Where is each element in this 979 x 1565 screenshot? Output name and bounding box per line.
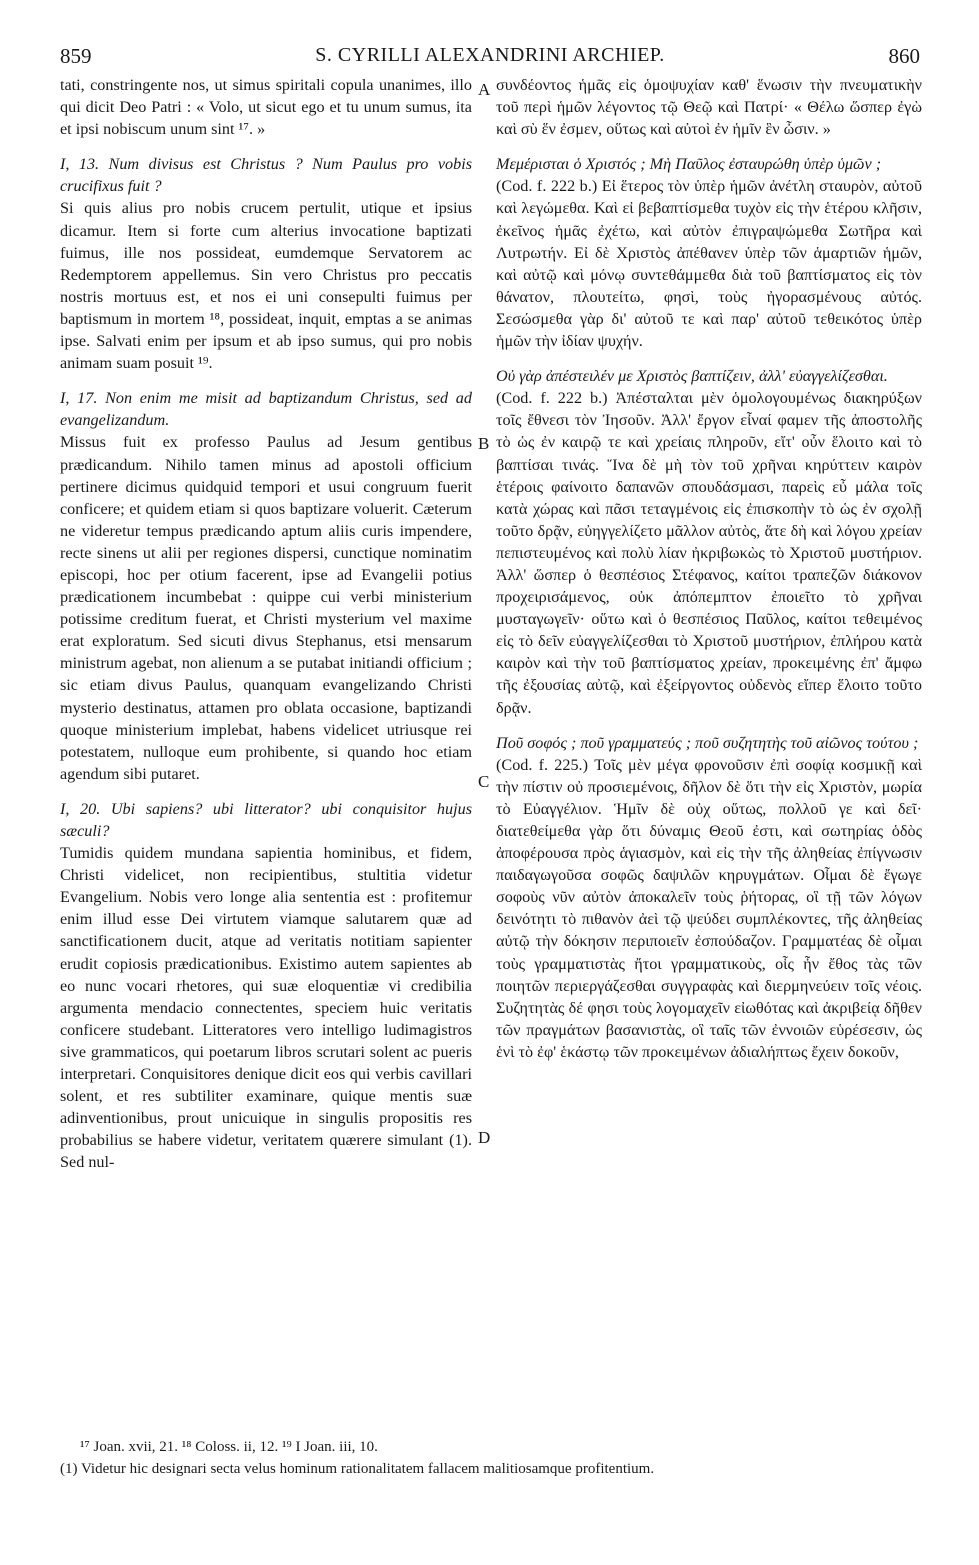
running-title: S. CYRILLI ALEXANDRINI ARCHIEP. bbox=[315, 44, 665, 66]
latin-lemma: I, 20. Ubi sapiens? ubi litterator? ubi conquisitor hujus sæculi? bbox=[60, 799, 472, 840]
greek-paragraph: συνδέοντος ἡμᾶς εἰς ὁμοψυχίαν καθ' ἕνωσιν τὴν πνευματικὴν τοῦ περὶ ἡμῶν λέγοντος τῷ Θεῷ καὶ Πατρί· « Θέλω ὥσπερ ἐγὼ καὶ σὺ ἕν ἐσμεν, οὕτως καὶ αὐτοὶ ἐν ἡμῖν ἓν ὦσιν. » bbox=[496, 76, 922, 139]
greek-lemma: Οὐ γὰρ ἀπέστειλέν με Χριστὸς βαπτίζειν, ἀλλ' εὐαγγελίζεσθαι. bbox=[496, 367, 888, 386]
greek-paragraph: (Cod. f. 222 b.) Εἰ ἕτερος τὸν ὑπὲρ ἡμῶν ἀνέτλη σταυρὸν, αὐτοῦ καὶ λεγώμεθα. Καὶ εἰ βεβαπτίσμεθα τυχὸν εἰς τὴν ἑτέρου κλῆσιν, ἐκεῖνος ἡμᾶς ἐχέτω, καὶ αὐτὸν ἐπιγραψώμεθα Σωτῆρα καὶ Λυτρωτήν. Εἰ δὲ Χριστὸς ἀπέθανεν ὑπὲρ τῶν ἁμαρτιῶν ἡμῶν, καὶ αὐτῷ καὶ μόνῳ συντεθάμμεθα διὰ τοῦ βαπτίσματος εἰς τὸν θάνατον, πλουτείτω, φησὶ, τοὺς ἠγορασμένους αὐτός. Σεσώσμεθα γὰρ δι' αὐτοῦ τε καὶ παρ' αὐτοῦ τεθεικότος ὑπὲρ ἡμῶν τὴν ἰδίαν ψυχήν. bbox=[496, 177, 922, 351]
latin-lemma: I, 17. Non enim me misit ad baptizandum Christus, sed ad evangelizandum. bbox=[60, 389, 472, 430]
latin-column bbox=[60, 74, 472, 1174]
greek-lemma: Μεμέρισται ὁ Χριστός ; Μὴ Παῦλος ἐσταυρώθη ὑπὲρ ὑμῶν ; bbox=[496, 155, 882, 174]
greek-lemma: Ποῦ σοφός ; ποῦ γραμματεύς ; ποῦ συζητητὴς τοῦ αἰῶνος τούτου ; bbox=[496, 733, 919, 752]
scripture-references: ¹⁷ Joan. xvii, 21. ¹⁸ Coloss. ii, 12. ¹⁹ I Joan. iii, 10. bbox=[80, 1439, 378, 1455]
latin-paragraph: Missus fuit ex professo Paulus ad Jesum gentibus prædicandum. Nihilo tamen minus ad apostoli officium pertinere dicimus quidquid tempori et usui congruum fuerit conficere; et quidem etiam si quos baptizare voluerit. Cæterum ne videretur tempus prædicando aptum aliis curis impendere, recte sinens ut alii per regiones dispersi, cunctique nominatim episcopi, hoc per otium facerent, ipse ad Evangelii potius prædicationem incumbebat : quippe cui verbi ministerium potissime creditum fuerat, et Christi mysterium vel maxime erat exploratum. Sed sicuti divus Stephanus, etsi mensarum ministrum agebat, non alienum a se putabat initiandi officium ; sic etiam divus Paulus, quanquam evangelizando Christi mysterio destinatus, attamen pro oblata occasione, baptizandi quoque ministerium implebat, habens videlicet utriusque rei potestatem, nulloque eum prohibente, si quando hoc etiam agendum sibi putaret. bbox=[60, 433, 472, 783]
latin-paragraph: tati, constringente nos, ut simus spiritali copula unanimes, illo qui dicit Deo Patri : « Volo, ut sicut ego et tu unum sumus, ita et ipsi nobiscum unum sint ¹⁷. » bbox=[60, 76, 472, 139]
page-number-right: 860 bbox=[888, 44, 920, 68]
section-marker-a: A bbox=[478, 80, 491, 99]
latin-lemma: I, 13. Num divisus est Christus ? Num Paulus pro vobis crucifixus fuit ? bbox=[60, 155, 472, 196]
latin-paragraph: Si quis alius pro nobis crucem pertulit, utique et ipsius dicamur. Item si forte cum alterius invocatione baptizati fuimus, ille nos possideat, eumdemque Servatorem ac Redemptorem appellemus. Sin vero Christus pro peccatis nostris mortuus est, et nos ei uni consepulti fuimus per baptismum in mortem ¹⁸, possideat, inquit, emptas a se animas ipse. Salvati enim per ipsum et ab ipso sumus, qui pro nobis animam suam posuit ¹⁹. bbox=[60, 199, 472, 373]
latin-paragraph: Tumidis quidem mundana sapientia hominibus, et fidem, Christi videlicet, non recipientibus, stultitia videtur Evangelium. Nobis vero longe alia sententia est : profitemur enim illud esse Dei virtutem viamque salutarem quæ ad sanctificationem ducit, atque ad veritatis notitiam sapienter erudit copiosis prædicationibus. Existimo autem sapientes ab eo nunc vocari rhetores, qui suæ eloquentiæ vi credibilia argumenta mendacio connectentes, speciem huic veritatis conficere studebant. Litteratores vero intelligo ludimagistros sive grammaticos, qui poetarum libros scrutari solent ac pueris interpretari. Conquisitores denique dicit eos qui verbis cavillari solent, et res subtiliter examinare, quique mentis suæ adinventionibus, prout unicuique in singulis propositis res probabilius se habere videtur, veritatem quærere simulant (1). Sed nul- bbox=[60, 844, 472, 1172]
section-marker-d: D bbox=[478, 1128, 491, 1147]
greek-paragraph: (Cod. f. 222 b.) Ἀπέσταλται μὲν ὁμολογουμένως διακηρύξων τοῖς ἔθνεσι τὸν Ἰησοῦν. Ἀλλ' ἔργον εἶναί φαμεν τῆς ἀποστολῆς τὸ ὡς ἐν καιρῷ τε καὶ χρείαις πληροῦν, εἴτ' οὖν ἕλοιτο καὶ τὸ βαπτίσαι τινάς. Ἵνα δὲ μὴ τὸν τοῦ χρῆναι κηρύττειν καιρὸν ἑτέροις φαίνοιτο δαπανῶν σπουδάσμασι, παρεὶς εὖ μάλα τοῖς κατὰ χώρας καὶ πᾶσι τεταγμένοις εἰς ἐπισκοπὴν τὸ ὡς ἐν σχολῇ τοῦτο δρᾷν, εὐηγγελίζετο μᾶλλον αὐτὸς, ἅτε δὴ καὶ λόγου χρείαν πεπιστευμένος καὶ πολὺ λίαν ἠκριβωκὼς τὸ Χριστοῦ μυστήριον. Ἀλλ' ὥσπερ ὁ θεσπέσιος Στέφανος, καίτοι τραπεζῶν διάκονον προχειρισάμενος, οὐκ ἀπόπεμπτον ἐποιεῖτο τὸ χρῆναι μυσταγωγεῖν· οὕτω καὶ ὁ θεσπέσιος Παῦλος, καίτοι τεθειμένος εἰς τὸ δεῖν εὐαγγελίζεσθαι τὸ Χριστοῦ μυστήριον, ἐπλήρου κατὰ καιρὸν καὶ τὴν τοῦ βαπτίσματος χρείαν, προκειμένης ἐπ' ἄμφω τῆς ἐξουσίας αὐτῷ, καὶ ἐξείργοντος οὐδενὸς εἴπερ ἕλοιτο τοῦτο δρᾷν. bbox=[496, 389, 922, 717]
greek-paragraph: (Cod. f. 225.) Τοῖς μὲν μέγα φρονοῦσιν ἐπὶ σοφίᾳ κοσμικῇ καὶ τὴν πίστιν οὐ προσιεμένοις, δῆλον δὲ ὅτι τὴν εἰς Χριστὸν, μωρία τὸ Εὐαγγέλιον. Ἡμῖν δὲ οὐχ οὕτως, πολλοῦ γε καὶ δεῖ· διατεθείμεθα γὰρ ὅτι δύναμις Θεοῦ ἐστι, καὶ σωτηρίας ὁδὸς ἀποφέρουσα πρὸς ἁγιασμὸν, καὶ εἰς τὴν τῆς ἀληθείας ἐπίγνωσιν παιδαγωγοῦσα σοφῶς δαψιλῶν κηρυγμάτων. Οἶμαι δὲ ἔγωγε σοφοὺς νῦν αὐτὸν ἀποκαλεῖν τοὺς ῥήτορας, οἳ τῇ τῶν λόγων δεινότητι τὸ πιθανὸν ἀεὶ τῷ ψεύδει συμπλέκοντες, τῆς ἀληθείας αὐτῷ τὴν δόκησιν περιποιεῖν ἐσπούδαζον. Γραμματέας δὲ οἶμαι τοὺς γραμματιστὰς ἤτοι γραμματικοὺς, οἷς ἦν ἔθος τὰς τῶν ποιητῶν περιεργάζεσθαι συγγραφὰς καὶ διερμηνεύειν τοῖς νέοις. Συζητητὰς δέ φησι τοὺς λογομαχεῖν εἰωθότας καὶ ἀκριβείᾳ δῆθεν τῶν πραγμάτων βασανιστὰς, οἳ ταῖς τῶν ἐννοιῶν εὑρέσεσιν, ὡς ἑνὶ τὸ ἐφ' ἑκάστῳ τῶν προκειμένων ἀδιαλήπτως ἔχειν δοκοῦν, bbox=[496, 755, 922, 1061]
editor-note: (1) Videtur hic designari secta velus hominum rationalitatem fallacem malitiosamque profitentium. bbox=[60, 1461, 655, 1477]
page-header bbox=[60, 44, 920, 72]
section-marker-c: C bbox=[478, 772, 490, 791]
section-marker-b: B bbox=[478, 434, 490, 453]
page-number-left: 859 bbox=[60, 44, 92, 68]
greek-column bbox=[496, 74, 922, 1063]
footnotes bbox=[60, 1436, 920, 1480]
